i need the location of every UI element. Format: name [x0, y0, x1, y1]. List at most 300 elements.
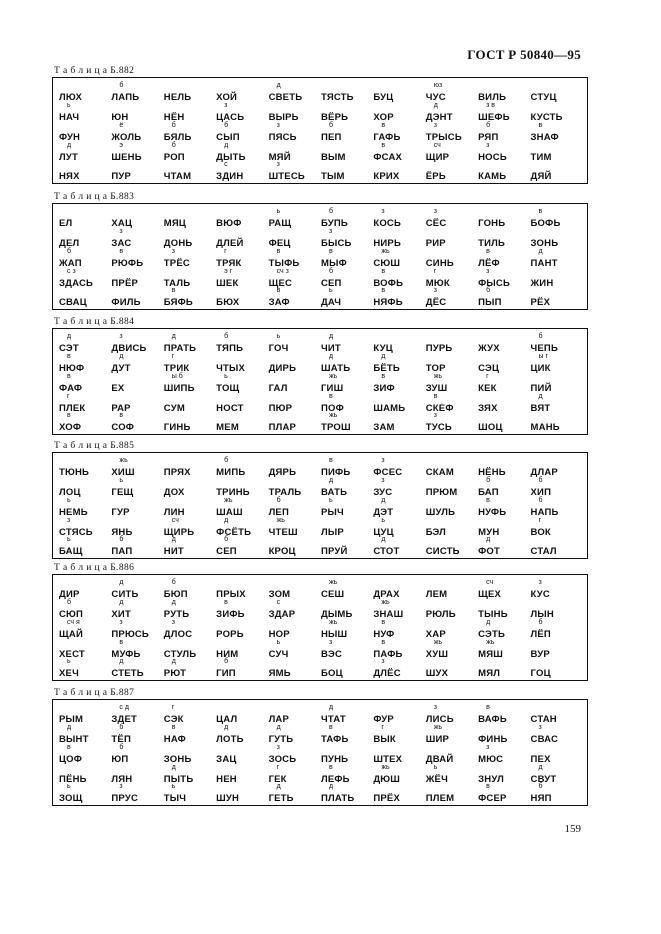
- table-box: [52, 77, 588, 184]
- document-header: ГОСТ Р 50840—95: [467, 47, 581, 62]
- pronunciation-mark: в: [381, 373, 386, 380]
- syllable-word: ДЫТЬ: [216, 152, 246, 163]
- pronunciation-mark: б: [538, 619, 543, 626]
- table-cell: [269, 743, 321, 765]
- pronunciation-mark: с д: [119, 704, 129, 711]
- pronunciation-mark: б: [224, 536, 229, 543]
- table-cell: [164, 598, 216, 620]
- syllable-word: ЧИТ: [320, 343, 341, 354]
- syllable-word: ХОФ: [59, 422, 82, 433]
- table-cell: [426, 332, 478, 354]
- table-cell: [269, 598, 321, 620]
- table-cell: [111, 332, 163, 354]
- syllable-word: ЗОНЬ: [530, 238, 559, 249]
- syllable-word: ЖЁЧ: [425, 774, 448, 785]
- pronunciation-mark: б: [119, 744, 124, 751]
- syllable-word: ТЯСТЬ: [320, 92, 354, 103]
- table-cell: [111, 703, 163, 725]
- pronunciation-mark: ё: [119, 122, 124, 129]
- pronunciation-mark: жь: [328, 412, 338, 419]
- syllable-word: ЖИН: [530, 278, 554, 289]
- pronunciation-mark: б: [224, 457, 229, 464]
- syllable-word: ДРАХ: [373, 589, 400, 600]
- pronunciation-mark: жь: [328, 619, 338, 626]
- pronunciation-mark: в: [538, 208, 543, 215]
- pronunciation-mark: в: [328, 248, 333, 255]
- table-cell: [216, 247, 268, 269]
- table-cell: [269, 578, 321, 600]
- syllable-word: ЦУЦ: [373, 527, 394, 538]
- syllable-word: ВОК: [530, 527, 551, 538]
- table-cell: [164, 743, 216, 765]
- syllable-word: ГИШ: [320, 383, 344, 394]
- table-cell: [531, 81, 583, 103]
- table-cell: [373, 782, 425, 804]
- syllable-word: КЕК: [478, 383, 497, 394]
- table-cell: [59, 782, 111, 804]
- syllable-word: ПАП: [111, 546, 133, 557]
- pronunciation-mark: б: [538, 497, 543, 504]
- pronunciation-mark: жь: [381, 248, 390, 255]
- table-row: [59, 247, 583, 269]
- pronunciation-mark: з: [381, 208, 385, 215]
- syllable-word: ПЮР: [268, 403, 293, 414]
- table-cell: [426, 723, 478, 745]
- table-cell: [426, 496, 478, 518]
- syllable-word: ГЕК: [268, 774, 287, 785]
- table-cell: [373, 578, 425, 600]
- syllable-word: ЦОФ: [59, 754, 83, 765]
- table-cell: [478, 476, 530, 498]
- pronunciation-mark: в: [381, 287, 386, 294]
- syllable-word: СВЕТЬ: [268, 92, 303, 103]
- table-cell: [321, 101, 373, 123]
- pronunciation-mark: б: [276, 497, 281, 504]
- table-cell: [321, 535, 373, 557]
- syllable-word: ЩИР: [425, 152, 450, 163]
- table-caption: Т а б л и ц а Б.883: [54, 192, 135, 202]
- pronunciation-mark: д: [433, 102, 438, 109]
- table-cell: [269, 535, 321, 557]
- syllable-word: ДОНЬ: [163, 238, 193, 249]
- table-cell: [164, 352, 216, 374]
- table-cell: [478, 81, 530, 103]
- table-cell: [59, 703, 111, 725]
- table-cell: [111, 101, 163, 123]
- table-cell: [478, 703, 530, 725]
- syllable-word: ТУСЬ: [425, 422, 452, 433]
- table-row: [59, 476, 583, 498]
- pronunciation-mark: з: [119, 228, 123, 235]
- syllable-word: ГУТЬ: [268, 734, 294, 745]
- syllable-word: ГОЧ: [268, 343, 289, 354]
- table-cell: [426, 372, 478, 394]
- syllable-word: ТРЁС: [163, 258, 190, 269]
- pronunciation-mark: з в: [486, 102, 495, 109]
- syllable-word: ПИЙ: [530, 383, 552, 394]
- syllable-word: ЧТАТ: [320, 714, 346, 725]
- table-row: [59, 703, 583, 725]
- syllable-word: КАМЬ: [478, 171, 507, 182]
- syllable-word: ТРИК: [163, 363, 190, 374]
- syllable-word: ЧТАМ: [163, 171, 192, 182]
- pronunciation-mark: жь: [328, 579, 338, 586]
- syllable-word: НАПЬ: [530, 507, 559, 518]
- table-caption: Т а б л и ц а Б.885: [54, 441, 135, 451]
- table-cell: [426, 207, 478, 229]
- pronunciation-mark: сч: [171, 517, 179, 524]
- table-cell: [269, 81, 321, 103]
- pronunciation-mark: г: [486, 373, 489, 380]
- syllable-word: НЮФ: [59, 363, 85, 374]
- table-cell: [59, 456, 111, 478]
- syllable-word: ПРЮМ: [425, 487, 458, 498]
- pronunciation-mark: жь: [433, 373, 443, 380]
- table-cell: [164, 247, 216, 269]
- table-cell: [111, 598, 163, 620]
- pronunciation-mark: д: [276, 783, 281, 790]
- syllable-word: ПАФЬ: [373, 649, 403, 660]
- pronunciation-mark: б: [119, 536, 124, 543]
- syllable-word: ПУРЬ: [425, 343, 453, 354]
- syllable-word: ДИРЬ: [268, 363, 297, 374]
- syllable-word: СТУЦ: [530, 92, 557, 103]
- syllable-word: ЗДАР: [268, 609, 296, 620]
- syllable-word: ДЛОС: [163, 629, 193, 640]
- syllable-word: ШАШ: [216, 507, 243, 518]
- syllable-word: ДАЧ: [320, 297, 342, 308]
- syllable-word: ФЕЦ: [268, 238, 291, 249]
- table-box: [52, 452, 588, 559]
- table-cell: [164, 101, 216, 123]
- table-cell: [216, 456, 268, 478]
- table-cell: [59, 578, 111, 600]
- table-cell: [59, 352, 111, 374]
- table-row: [59, 496, 583, 518]
- table-cell: [216, 782, 268, 804]
- pronunciation-mark: б: [328, 122, 333, 129]
- table-cell: [59, 247, 111, 269]
- syllable-word: ВУР: [530, 649, 550, 660]
- syllable-word: ФИНЬ: [478, 734, 508, 745]
- syllable-word: ТРЫСЬ: [425, 132, 462, 143]
- pronunciation-mark: д: [486, 536, 491, 543]
- syllable-word: ПРЁХ: [373, 793, 400, 804]
- table-cell: [426, 476, 478, 498]
- pronunciation-mark: б: [224, 333, 229, 340]
- table-cell: [478, 121, 530, 143]
- syllable-word: МУФЬ: [111, 649, 141, 660]
- table-cell: [59, 723, 111, 745]
- pronunciation-mark: д: [381, 353, 386, 360]
- table-cell: [216, 496, 268, 518]
- pronunciation-mark: в: [171, 724, 176, 731]
- table-cell: [111, 411, 163, 433]
- pronunciation-mark: ь: [433, 764, 438, 771]
- table-caption: Т а б л и ц а Б.882: [54, 66, 135, 76]
- syllable-word: МИПЬ: [216, 467, 246, 478]
- table-box: [52, 574, 588, 681]
- table-cell: [531, 703, 583, 725]
- pronunciation-mark: д: [67, 724, 72, 731]
- pronunciation-mark: з: [171, 619, 175, 626]
- syllable-word: ХУШ: [425, 649, 449, 660]
- syllable-word: ЧЕПЬ: [530, 343, 558, 354]
- table-cell: [269, 332, 321, 354]
- syllable-word: ХИТ: [111, 609, 131, 620]
- table-cell: [321, 782, 373, 804]
- syllable-word: НИРЬ: [373, 238, 401, 249]
- syllable-word: РУТЬ: [163, 609, 190, 620]
- table-cell: [164, 332, 216, 354]
- syllable-word: ДВАЙ: [425, 754, 454, 765]
- pronunciation-mark: б: [67, 599, 72, 606]
- syllable-word: ВАТЬ: [320, 487, 348, 498]
- syllable-word: ШЕК: [216, 278, 239, 289]
- pronunciation-mark: ь: [67, 783, 71, 790]
- table-cell: [426, 352, 478, 374]
- pronunciation-mark: с: [224, 161, 228, 168]
- table-cell: [478, 207, 530, 229]
- syllable-word: ЗНУЛ: [478, 774, 504, 785]
- pronunciation-mark: г: [433, 268, 437, 275]
- syllable-word: ТРАЛЬ: [268, 487, 302, 498]
- syllable-word: РАР: [111, 403, 131, 414]
- table-cell: [111, 618, 163, 640]
- syllable-word: ГАЛ: [268, 383, 288, 394]
- table-cell: [321, 476, 373, 498]
- syllable-word: ПРЮСЬ: [111, 629, 149, 640]
- pronunciation-mark: д: [538, 393, 543, 400]
- syllable-word: МЕМ: [216, 422, 239, 433]
- table-cell: [269, 723, 321, 745]
- pronunciation-mark: з: [433, 412, 437, 419]
- table-cell: [426, 703, 478, 725]
- syllable-word: ЗИФ: [373, 383, 395, 394]
- table-box: [52, 203, 588, 310]
- syllable-word: ПРУЙ: [320, 546, 348, 557]
- pronunciation-mark: в: [381, 619, 386, 626]
- syllable-word: ПЫТЬ: [163, 774, 194, 785]
- syllable-word: ТРЯК: [216, 258, 242, 269]
- syllable-word: НЯП: [530, 793, 552, 804]
- table-cell: [373, 372, 425, 394]
- table-cell: [478, 160, 530, 182]
- table-cell: [426, 456, 478, 478]
- pronunciation-mark: в: [276, 248, 281, 255]
- syllable-word: ХИП: [530, 487, 552, 498]
- table-cell: [426, 618, 478, 640]
- table-cell: [59, 372, 111, 394]
- syllable-word: ЗАМ: [373, 422, 395, 433]
- table-cell: [321, 618, 373, 640]
- syllable-word: ХАЦ: [111, 218, 133, 229]
- table-cell: [321, 411, 373, 433]
- pronunciation-mark: з: [433, 704, 437, 711]
- table-cell: [59, 476, 111, 498]
- pronunciation-mark: д: [328, 353, 334, 360]
- table-cell: [478, 657, 530, 679]
- syllable-word: ГЕЩ: [111, 487, 134, 498]
- syllable-word: ДЭТ: [373, 507, 394, 518]
- syllable-word: ТРИНЬ: [216, 487, 250, 498]
- table-cell: [164, 496, 216, 518]
- syllable-word: ФСЁТЬ: [216, 527, 252, 538]
- pronunciation-mark: з: [276, 122, 280, 129]
- table-cell: [164, 372, 216, 394]
- table-cell: [321, 703, 373, 725]
- syllable-word: ВЭС: [320, 649, 343, 660]
- pronunciation-mark: д: [276, 82, 281, 89]
- syllable-word: НУФЬ: [478, 507, 507, 518]
- syllable-word: ЗИФЬ: [216, 609, 245, 620]
- syllable-word: ПОФ: [320, 403, 344, 414]
- pronunciation-mark: б: [171, 579, 176, 586]
- table-cell: [321, 247, 373, 269]
- syllable-word: СТЕТЬ: [111, 668, 144, 679]
- table-cell: [426, 121, 478, 143]
- pronunciation-mark: в: [538, 122, 543, 129]
- syllable-word: МЯШ: [478, 649, 504, 660]
- syllable-word: ШУН: [216, 793, 240, 804]
- table-cell: [531, 227, 583, 249]
- syllable-word: ЛОТЬ: [216, 734, 244, 745]
- syllable-word: БЮП: [163, 589, 188, 600]
- pronunciation-mark: жь: [381, 764, 390, 771]
- syllable-word: НЯХ: [59, 171, 80, 182]
- syllable-word: ПЁНЬ: [59, 774, 87, 785]
- syllable-word: БЮХ: [216, 297, 240, 308]
- syllable-word: ЖОЛЬ: [111, 132, 142, 143]
- syllable-word: БУЦ: [373, 92, 394, 103]
- table-cell: [373, 723, 425, 745]
- pronunciation-mark: б: [486, 287, 491, 294]
- table-cell: [373, 456, 425, 478]
- syllable-word: БЯЛЬ: [163, 132, 192, 143]
- table-cell: [269, 657, 321, 679]
- table-cell: [164, 657, 216, 679]
- syllable-word: ЧТЕШ: [268, 527, 298, 538]
- syllable-word: ДЫМЬ: [320, 609, 353, 620]
- pronunciation-mark: в: [486, 783, 490, 790]
- syllable-word: РЫЧ: [320, 507, 344, 518]
- table-cell: [269, 160, 321, 182]
- table-cell: [531, 247, 583, 269]
- syllable-word: ЛЕФЬ: [320, 774, 350, 785]
- syllable-word: ВАФЬ: [478, 714, 507, 725]
- syllable-word: МУН: [478, 527, 500, 538]
- table-cell: [216, 618, 268, 640]
- table-cell: [164, 578, 216, 600]
- pronunciation-mark: б: [328, 268, 333, 275]
- table-cell: [373, 207, 425, 229]
- table-row: [59, 411, 583, 433]
- table-cell: [321, 496, 373, 518]
- pronunciation-mark: з: [119, 333, 123, 340]
- table-cell: [373, 743, 425, 765]
- pronunciation-mark: д: [224, 142, 229, 149]
- pronunciation-mark: д: [381, 536, 386, 543]
- syllable-word: ДЛЕЙ: [216, 238, 244, 249]
- table-cell: [321, 723, 373, 745]
- table-cell: [373, 598, 425, 620]
- pronunciation-mark: в: [328, 724, 333, 731]
- table-cell: [478, 578, 530, 600]
- syllable-word: ТИЛЬ: [478, 238, 506, 249]
- syllable-word: ПАНТ: [530, 258, 558, 269]
- table-cell: [59, 286, 111, 308]
- syllable-word: ШУХ: [425, 668, 449, 679]
- syllable-word: ЯМЬ: [268, 668, 291, 679]
- table-cell: [269, 101, 321, 123]
- pronunciation-mark: б: [328, 208, 333, 215]
- table-cell: [164, 535, 216, 557]
- syllable-word: ТАЛЬ: [163, 278, 191, 289]
- pronunciation-mark: б: [486, 122, 491, 129]
- syllable-word: ДЯЙ: [530, 171, 552, 182]
- page-number: 159: [564, 823, 581, 835]
- syllable-word: ЧУС: [425, 92, 446, 103]
- syllable-word: ДЭНТ: [425, 112, 453, 123]
- syllable-word: БОЦ: [320, 668, 343, 679]
- syllable-word: ФЫСЬ: [478, 278, 511, 289]
- table-cell: [164, 227, 216, 249]
- pronunciation-mark: жь: [381, 599, 390, 606]
- syllable-word: КРИХ: [373, 171, 400, 182]
- syllable-word: ЖУХ: [478, 343, 500, 354]
- syllable-word: РЮТ: [163, 668, 187, 679]
- table-cell: [426, 782, 478, 804]
- syllable-word: ХОР: [373, 112, 394, 123]
- pronunciation-mark: д: [119, 658, 124, 665]
- table-cell: [373, 618, 425, 640]
- syllable-word: НИМ: [216, 649, 239, 660]
- syllable-word: ЗЯХ: [478, 403, 498, 414]
- table-cell: [111, 81, 163, 103]
- pronunciation-mark: в: [486, 497, 490, 504]
- syllable-word: ГОЦ: [530, 668, 551, 679]
- table-cell: [478, 456, 530, 478]
- table-row: [59, 578, 583, 600]
- syllable-word: ШЕНЬ: [111, 152, 142, 163]
- pronunciation-mark: д: [119, 353, 124, 360]
- pronunciation-mark: в: [328, 764, 333, 771]
- syllable-word: ФСАХ: [373, 152, 403, 163]
- pronunciation-mark: д: [538, 764, 543, 771]
- syllable-word: ФУР: [373, 714, 394, 725]
- syllable-word: ШОЦ: [478, 422, 503, 433]
- table-cell: [478, 723, 530, 745]
- syllable-word: ЩАЙ: [59, 629, 83, 640]
- table-cell: [216, 598, 268, 620]
- pronunciation-mark: в: [119, 412, 124, 419]
- table-cell: [373, 535, 425, 557]
- pronunciation-mark: в: [67, 353, 71, 360]
- syllable-word: СВАС: [530, 734, 559, 745]
- table-cell: [111, 743, 163, 765]
- syllable-word: ЦАЛ: [216, 714, 238, 725]
- table-cell: [373, 286, 425, 308]
- table-cell: [531, 723, 583, 745]
- table-cell: [269, 207, 321, 229]
- syllable-word: ШУЛЬ: [425, 507, 456, 518]
- pronunciation-mark: б: [171, 122, 176, 129]
- syllable-word: ШТЕСЬ: [268, 171, 305, 182]
- syllable-word: ГЕТЬ: [268, 793, 294, 804]
- table-row: [59, 81, 583, 103]
- syllable-word: ГУР: [111, 507, 130, 518]
- syllable-word: РОП: [163, 152, 185, 163]
